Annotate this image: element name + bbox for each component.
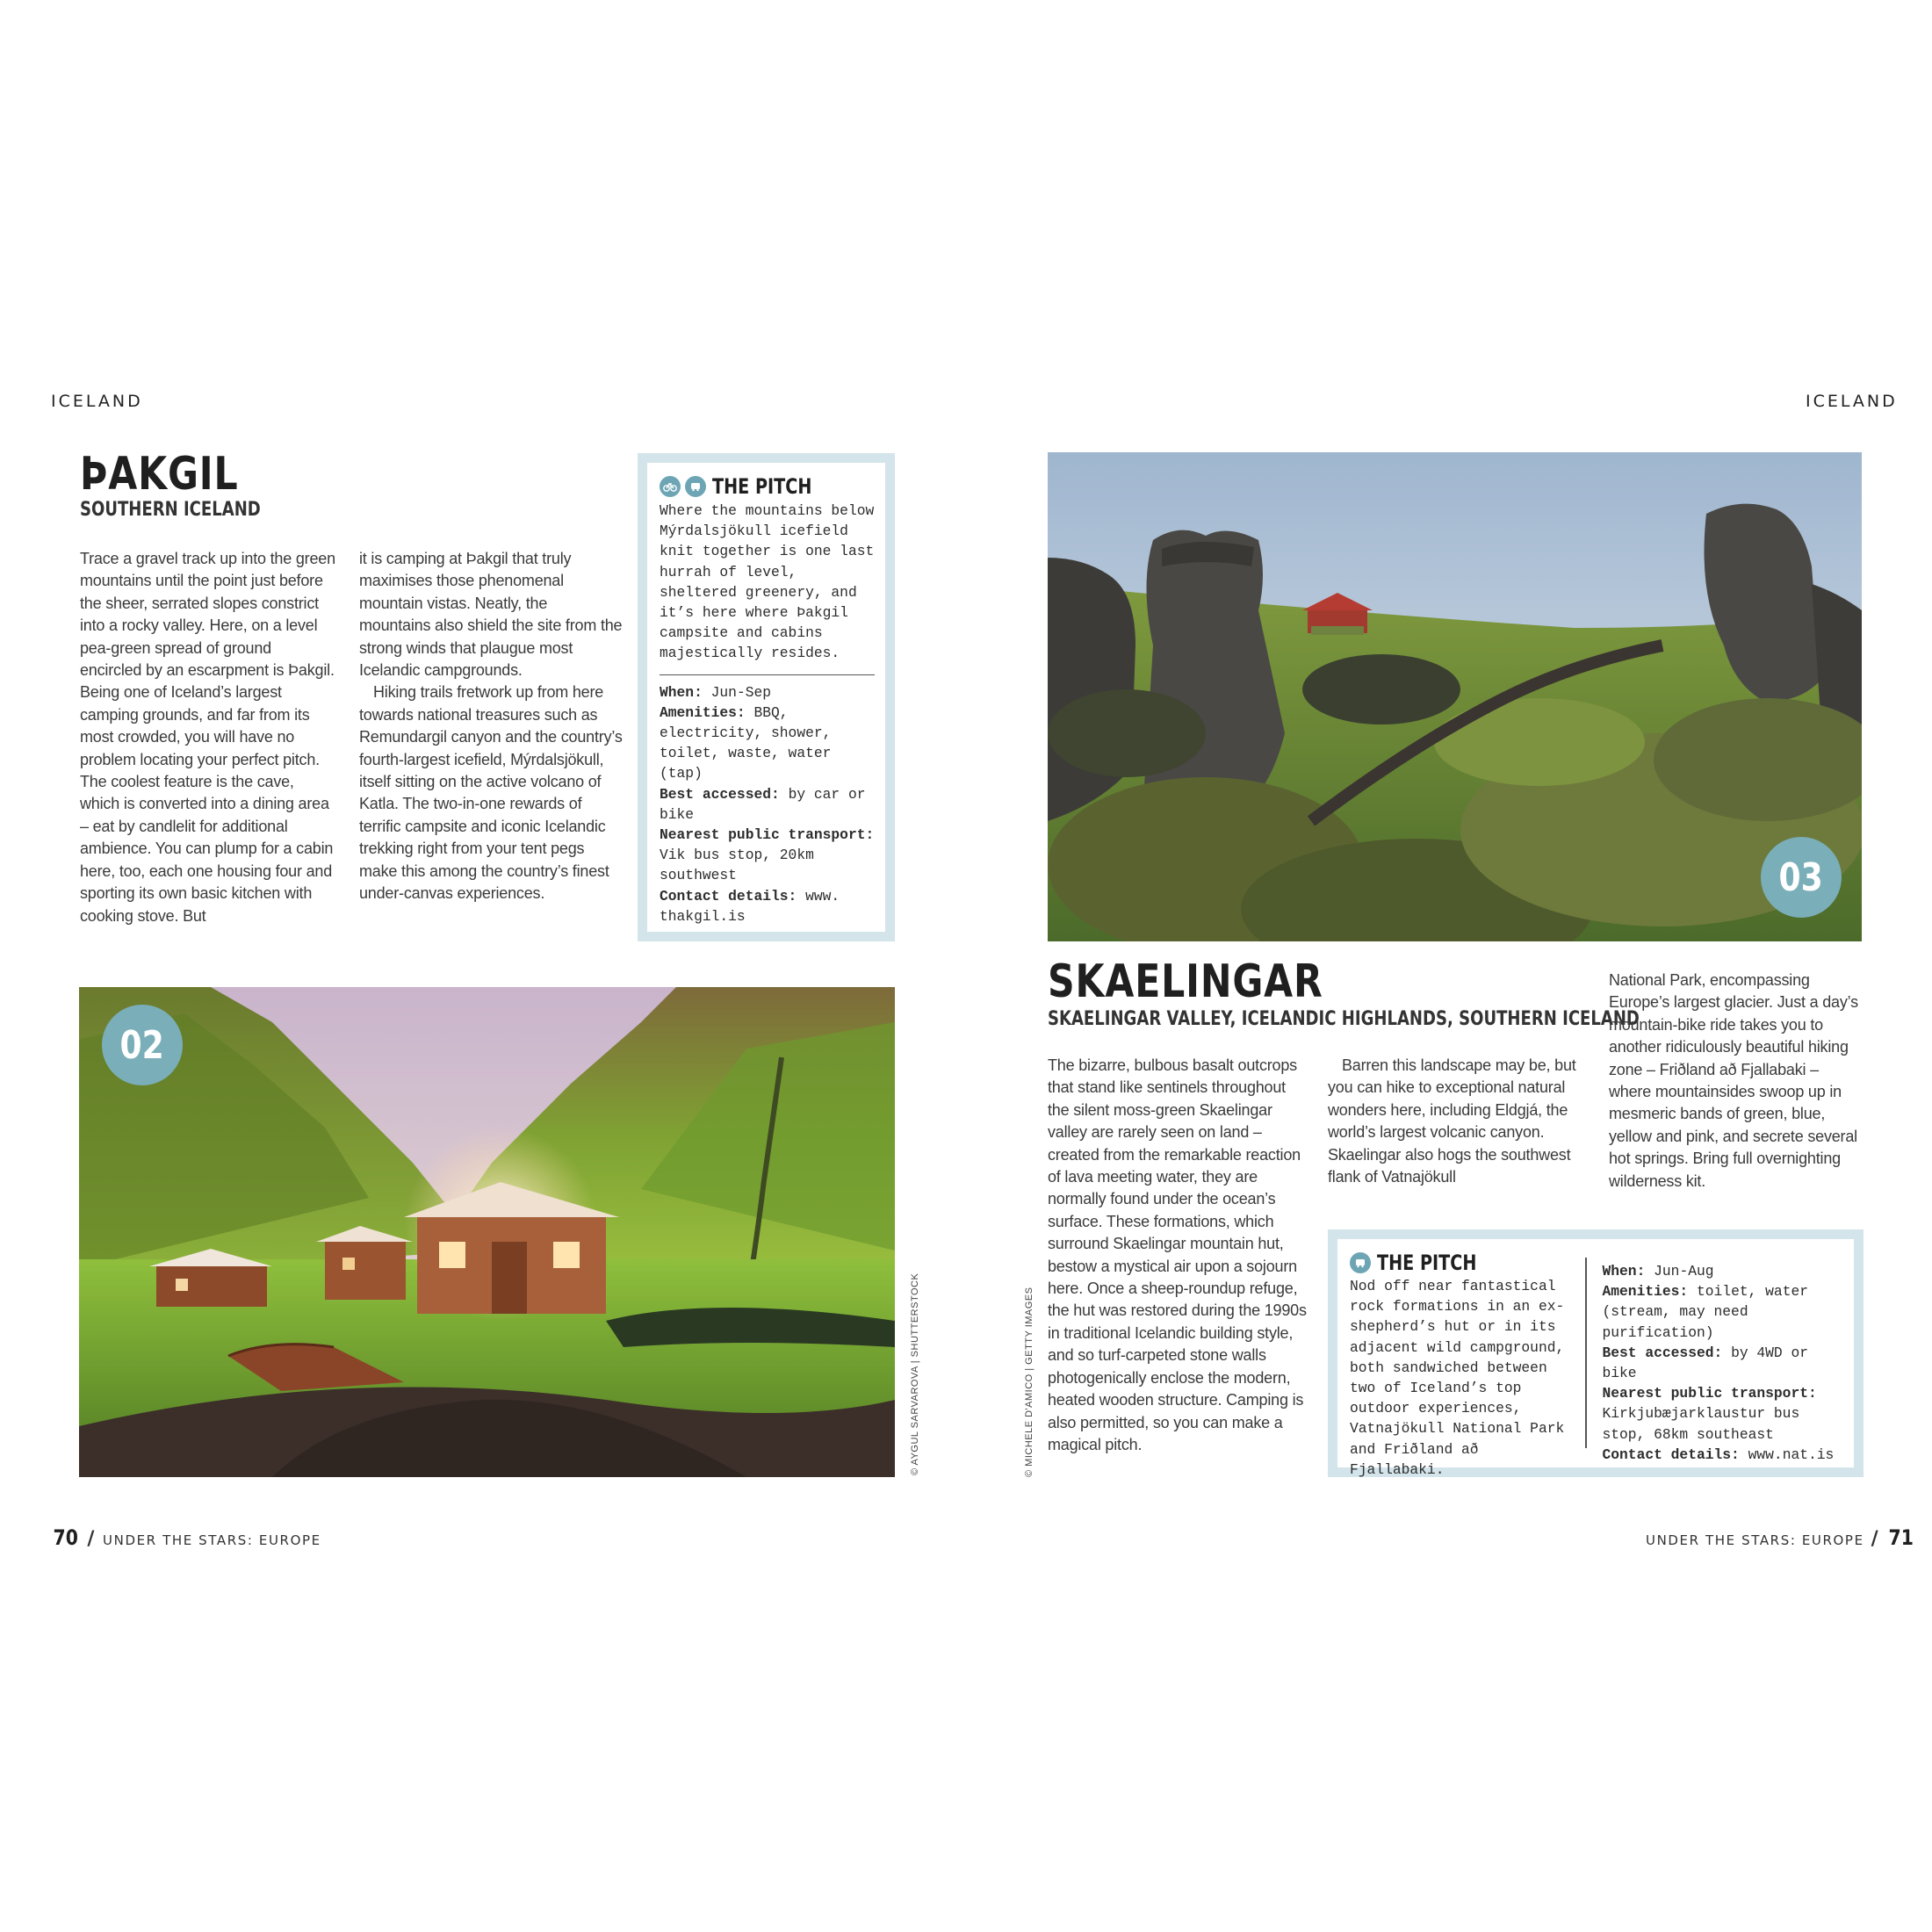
- amenities-value: toilet, water (stream, may need purification): [1602, 1283, 1809, 1341]
- access-value: by car or bike: [660, 785, 866, 823]
- site-region-skaelingar: SKAELINGAR VALLEY, ICELANDIC HIGHLANDS, SOUTHERN ICELAND: [1048, 1008, 1640, 1030]
- thakgil-body-col2: [359, 548, 623, 905]
- pitch-description: Where the mountains below Mýrdalsjökull icefield knit together is one last hurrah of level, sheltered greenery, and it’s here where Þakgil campsite and cabins majestically resides.: [660, 501, 875, 675]
- access-value: by 4WD or bike: [1602, 1344, 1809, 1382]
- transport-label: Nearest public transport:: [660, 826, 875, 844]
- contact-label: Contact details:: [1602, 1445, 1740, 1463]
- folio-right: [1646, 1525, 1916, 1550]
- skaelingar-body-col2: [1328, 1055, 1588, 1188]
- badge-number: 03: [1778, 854, 1824, 900]
- photo-thakgil-cabins: [79, 987, 895, 1477]
- photo-credit-left: © AYGUL SARVAROVA | SHUTTERSTOCK: [910, 1272, 920, 1475]
- pitch-description: Nod off near fantastical rock formations in an ex-shepherd’s hut or in its adjacent wild campground, both sandwiched between two of Iceland’s top outdoor experiences, Vatnajökull National Park and Friðland að Fjallabaki.: [1350, 1278, 1565, 1478]
- amenities-label: Amenities:: [1602, 1283, 1689, 1301]
- when-label: When:: [660, 683, 703, 701]
- bus-icon: [685, 476, 706, 497]
- thakgil-paragraph-1: Trace a gravel track up into the green mountains until the point just before the sheer, serrated slopes constrict into a rocky valley. Here, on a level pea-green spread of ground encircled by an escarpment is Þakgil. Being one of Iceland’s largest camping grounds, and far from its most crowded, you will have no problem locating your perfect pitch. The coolest feature is the cave, which is converted into a dining area – eat by candlelit for additional ambience. You can plump for a cabin here, too, each one housing four and sporting its own basic kitchen with cooking stove. But: [80, 550, 335, 925]
- skaelingar-paragraph-1: The bizarre, bulbous basalt outcrops that stand like sentinels throughout the silent moss-green Skaelingar valley are rarely seen on land – created from the remarkable reaction of lava meeting water, they are normally found under the ocean’s surface. These formations, which surround Skaelingar mountain hut, bestow a mystical air upon a sojourn here. Once a sheep-roundup refuge, the hut was restored during the 1990s in traditional Icelandic building style, and so turf-carpeted stone walls photogenically enclose the modern, heated wooden structure. Camping is also permitted, so you can make a magical pitch.: [1048, 1056, 1307, 1453]
- when-value: Jun-Aug: [1654, 1263, 1714, 1280]
- thakgil-paragraph-2: it is camping at Þakgil that truly maximises those phenomenal mountain vistas. Neatly, the mountains also shield the site from the strong winds that plaugue most Icelandic campgrounds.: [359, 550, 623, 680]
- transport-value: Vik bus stop, 20km southwest: [660, 847, 814, 884]
- pitch-box-thakgil: [638, 453, 895, 941]
- when-label: When:: [1602, 1263, 1646, 1280]
- transport-label: Nearest public transport:: [1602, 1385, 1817, 1402]
- pitch-header: [1350, 1251, 1575, 1275]
- section-label-left: ICELAND: [51, 392, 143, 411]
- folio-slash: /: [87, 1528, 97, 1550]
- pitch-details: [1587, 1251, 1842, 1463]
- badge-number: 02: [119, 1022, 165, 1068]
- amenities-label: Amenities:: [660, 703, 746, 721]
- transport-value: Kirkjubæjarklaustur bus stop, 68km southeast: [1602, 1405, 1800, 1443]
- bus-icon: [1350, 1252, 1371, 1273]
- skaelingar-paragraph-2: Barren this landscape may be, but you can hike to exceptional natural wonders here, including Eldgjá, the world’s largest volcanic canyon. Skaelingar also hogs the southwest flank of Vatnajökull: [1328, 1056, 1576, 1186]
- photo-skaelingar: [1048, 452, 1862, 941]
- pitch-box-skaelingar: [1328, 1229, 1864, 1477]
- photo-number-badge-02: [102, 1005, 183, 1085]
- section-label-right: ICELAND: [1806, 392, 1898, 411]
- contact-label: Contact details:: [660, 887, 797, 905]
- photo-number-badge-03: [1761, 837, 1842, 918]
- photo-credit-right: © MICHELE D'AMICO | GETTY IMAGES: [1024, 1287, 1034, 1477]
- site-region-thakgil: SOUTHERN ICELAND: [80, 499, 261, 521]
- page-number-70: 70: [53, 1525, 78, 1550]
- contact-value: www. thakgil.is: [660, 887, 840, 925]
- bicycle-icon: [660, 476, 681, 497]
- folio-slash: /: [1871, 1528, 1880, 1550]
- folio-left: [51, 1525, 321, 1550]
- pitch-left-column: [1350, 1251, 1585, 1478]
- thakgil-paragraph-3: Hiking trails fretwork up from here towards national treasures such as Remundargil canyon and the country’s fourth-largest icefield, Mýrdalsjökull, itself sitting on the active volcano of Katla. The two-in-one rewards of terrific campsite and iconic Icelandic trekking right from your tent pegs make this among the country’s finest under-canvas experiences.: [359, 683, 623, 903]
- folio-text: UNDER THE STARS: EUROPE: [103, 1532, 321, 1548]
- pitch-title: THE PITCH: [1377, 1251, 1477, 1275]
- site-title-thakgil: ÞAKGIL: [80, 448, 239, 501]
- pitch-details: [660, 682, 875, 926]
- pitch-header: [660, 474, 875, 499]
- access-label: Best accessed:: [1602, 1344, 1723, 1361]
- page-number-71: 71: [1888, 1525, 1914, 1550]
- skaelingar-paragraph-3: National Park, encompassing Europe’s largest glacier. Just a day’s mountain-bike ride takes you to another ridiculously beautiful hiking zone – Friðland að Fjallabaki – where mountainsides swoop up in mesmeric bands of green, blue, yellow and pink, and secrete several hot springs. Bring full overnighting wilderness kit.: [1609, 971, 1858, 1190]
- contact-value: www.nat.is: [1748, 1445, 1835, 1463]
- folio-text: UNDER THE STARS: EUROPE: [1646, 1532, 1864, 1548]
- access-label: Best accessed:: [660, 785, 780, 803]
- amenities-value: BBQ, electricity, shower, toilet, waste, water (tap): [660, 703, 832, 782]
- when-value: Jun-Sep: [710, 683, 772, 701]
- skaelingar-body-col1: [1048, 1055, 1308, 1456]
- pitch-title: THE PITCH: [712, 474, 812, 499]
- skaelingar-body-col3: [1609, 970, 1864, 1193]
- site-title-skaelingar: SKAELINGAR: [1048, 955, 1323, 1008]
- thakgil-body-col1: [80, 548, 336, 927]
